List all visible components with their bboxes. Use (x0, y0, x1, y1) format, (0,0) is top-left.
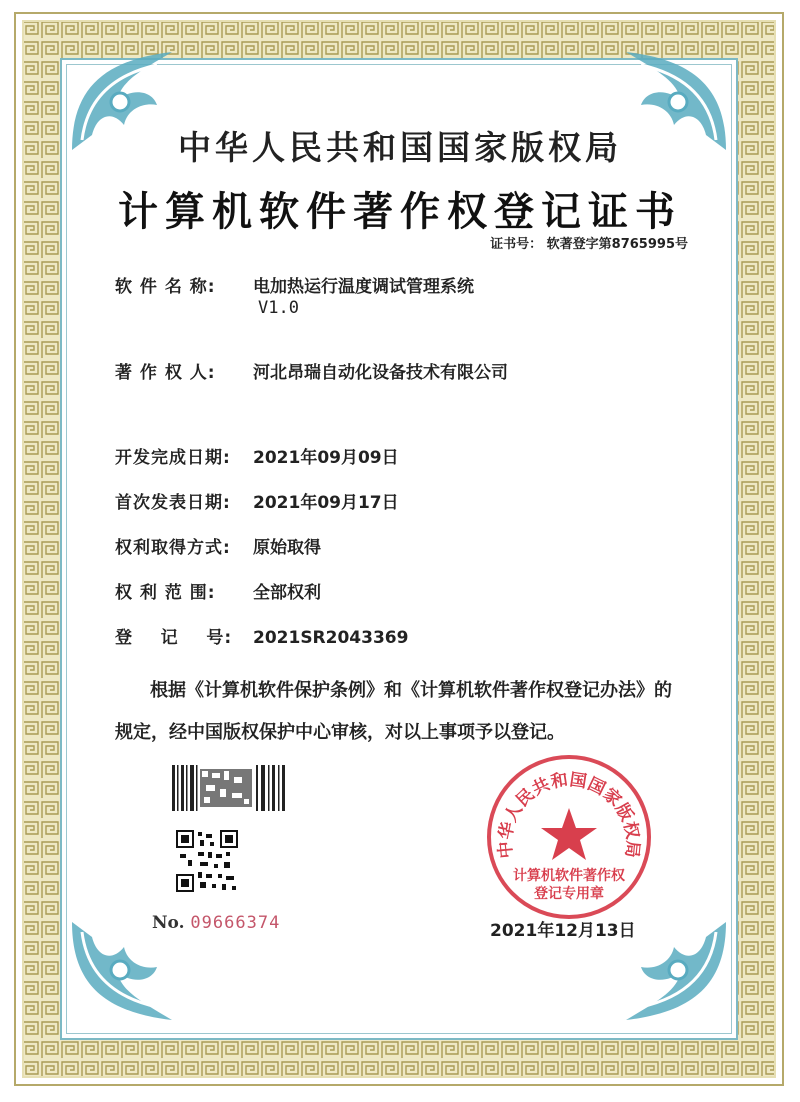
barcode (172, 765, 286, 811)
copyright-owner-label: 著 作 权 人: (115, 363, 216, 383)
dev-completion-date-label: 开发完成日期: (115, 448, 231, 468)
first-publication-date-row (115, 488, 399, 513)
rights-acquisition-label: 权利取得方式: (115, 538, 231, 558)
svg-text:计算机软件著作权: 计算机软件著作权 (513, 868, 625, 884)
serial-number (152, 913, 280, 933)
first-publication-date-value: 2021年09月17日 (253, 493, 399, 513)
first-publication-date-label: 首次发表日期: (115, 493, 231, 513)
registration-number-row (115, 623, 408, 648)
copyright-owner-value: 河北昂瑞自动化设备技术有限公司 (253, 363, 508, 383)
issue-date: 2021年12月13日 (490, 921, 636, 941)
software-name-label: 软 件 名 称: (115, 277, 216, 297)
svg-text:登记专用章: 登记专用章 (534, 886, 604, 902)
qr-code (176, 830, 238, 892)
dev-completion-date-row (115, 443, 399, 468)
certificate-title: 计算机软件著作权登记证书 (118, 188, 682, 235)
certificate-number: 证书号： 软著登字第8765995号 (490, 237, 688, 252)
rights-scope-value: 全部权利 (253, 583, 321, 603)
official-seal-stamp (484, 752, 654, 922)
rights-scope-label: 权 利 范 围: (115, 583, 216, 603)
statement-line-1: 根据《计算机软件保护条例》和《计算机软件著作权登记办法》的 (150, 680, 672, 701)
rights-acquisition-value: 原始取得 (253, 538, 321, 558)
agency-title: 中华人民共和国国家版权局 (178, 128, 622, 167)
registration-number-value: 2021SR2043369 (253, 628, 409, 648)
registration-number-label: 登 记 号: (115, 628, 233, 648)
rights-acquisition-row (115, 533, 321, 558)
software-name-value: 电加热运行温度调试管理系统 (253, 277, 474, 297)
statement-line-2: 规定，经中国版权保护中心审核，对以上事项予以登记。 (115, 722, 565, 743)
svg-text:中华人民共和国国家版权局: 中华人民共和国国家版权局 (495, 770, 643, 860)
copyright-owner-row (115, 358, 508, 383)
serial-number-value: 09666374 (190, 913, 281, 933)
software-name-row (115, 272, 474, 297)
serial-prefix: No. (152, 913, 185, 933)
dev-completion-date-value: 2021年09月09日 (253, 448, 399, 468)
rights-scope-row (115, 578, 321, 603)
software-version: V1.0 (258, 298, 299, 318)
